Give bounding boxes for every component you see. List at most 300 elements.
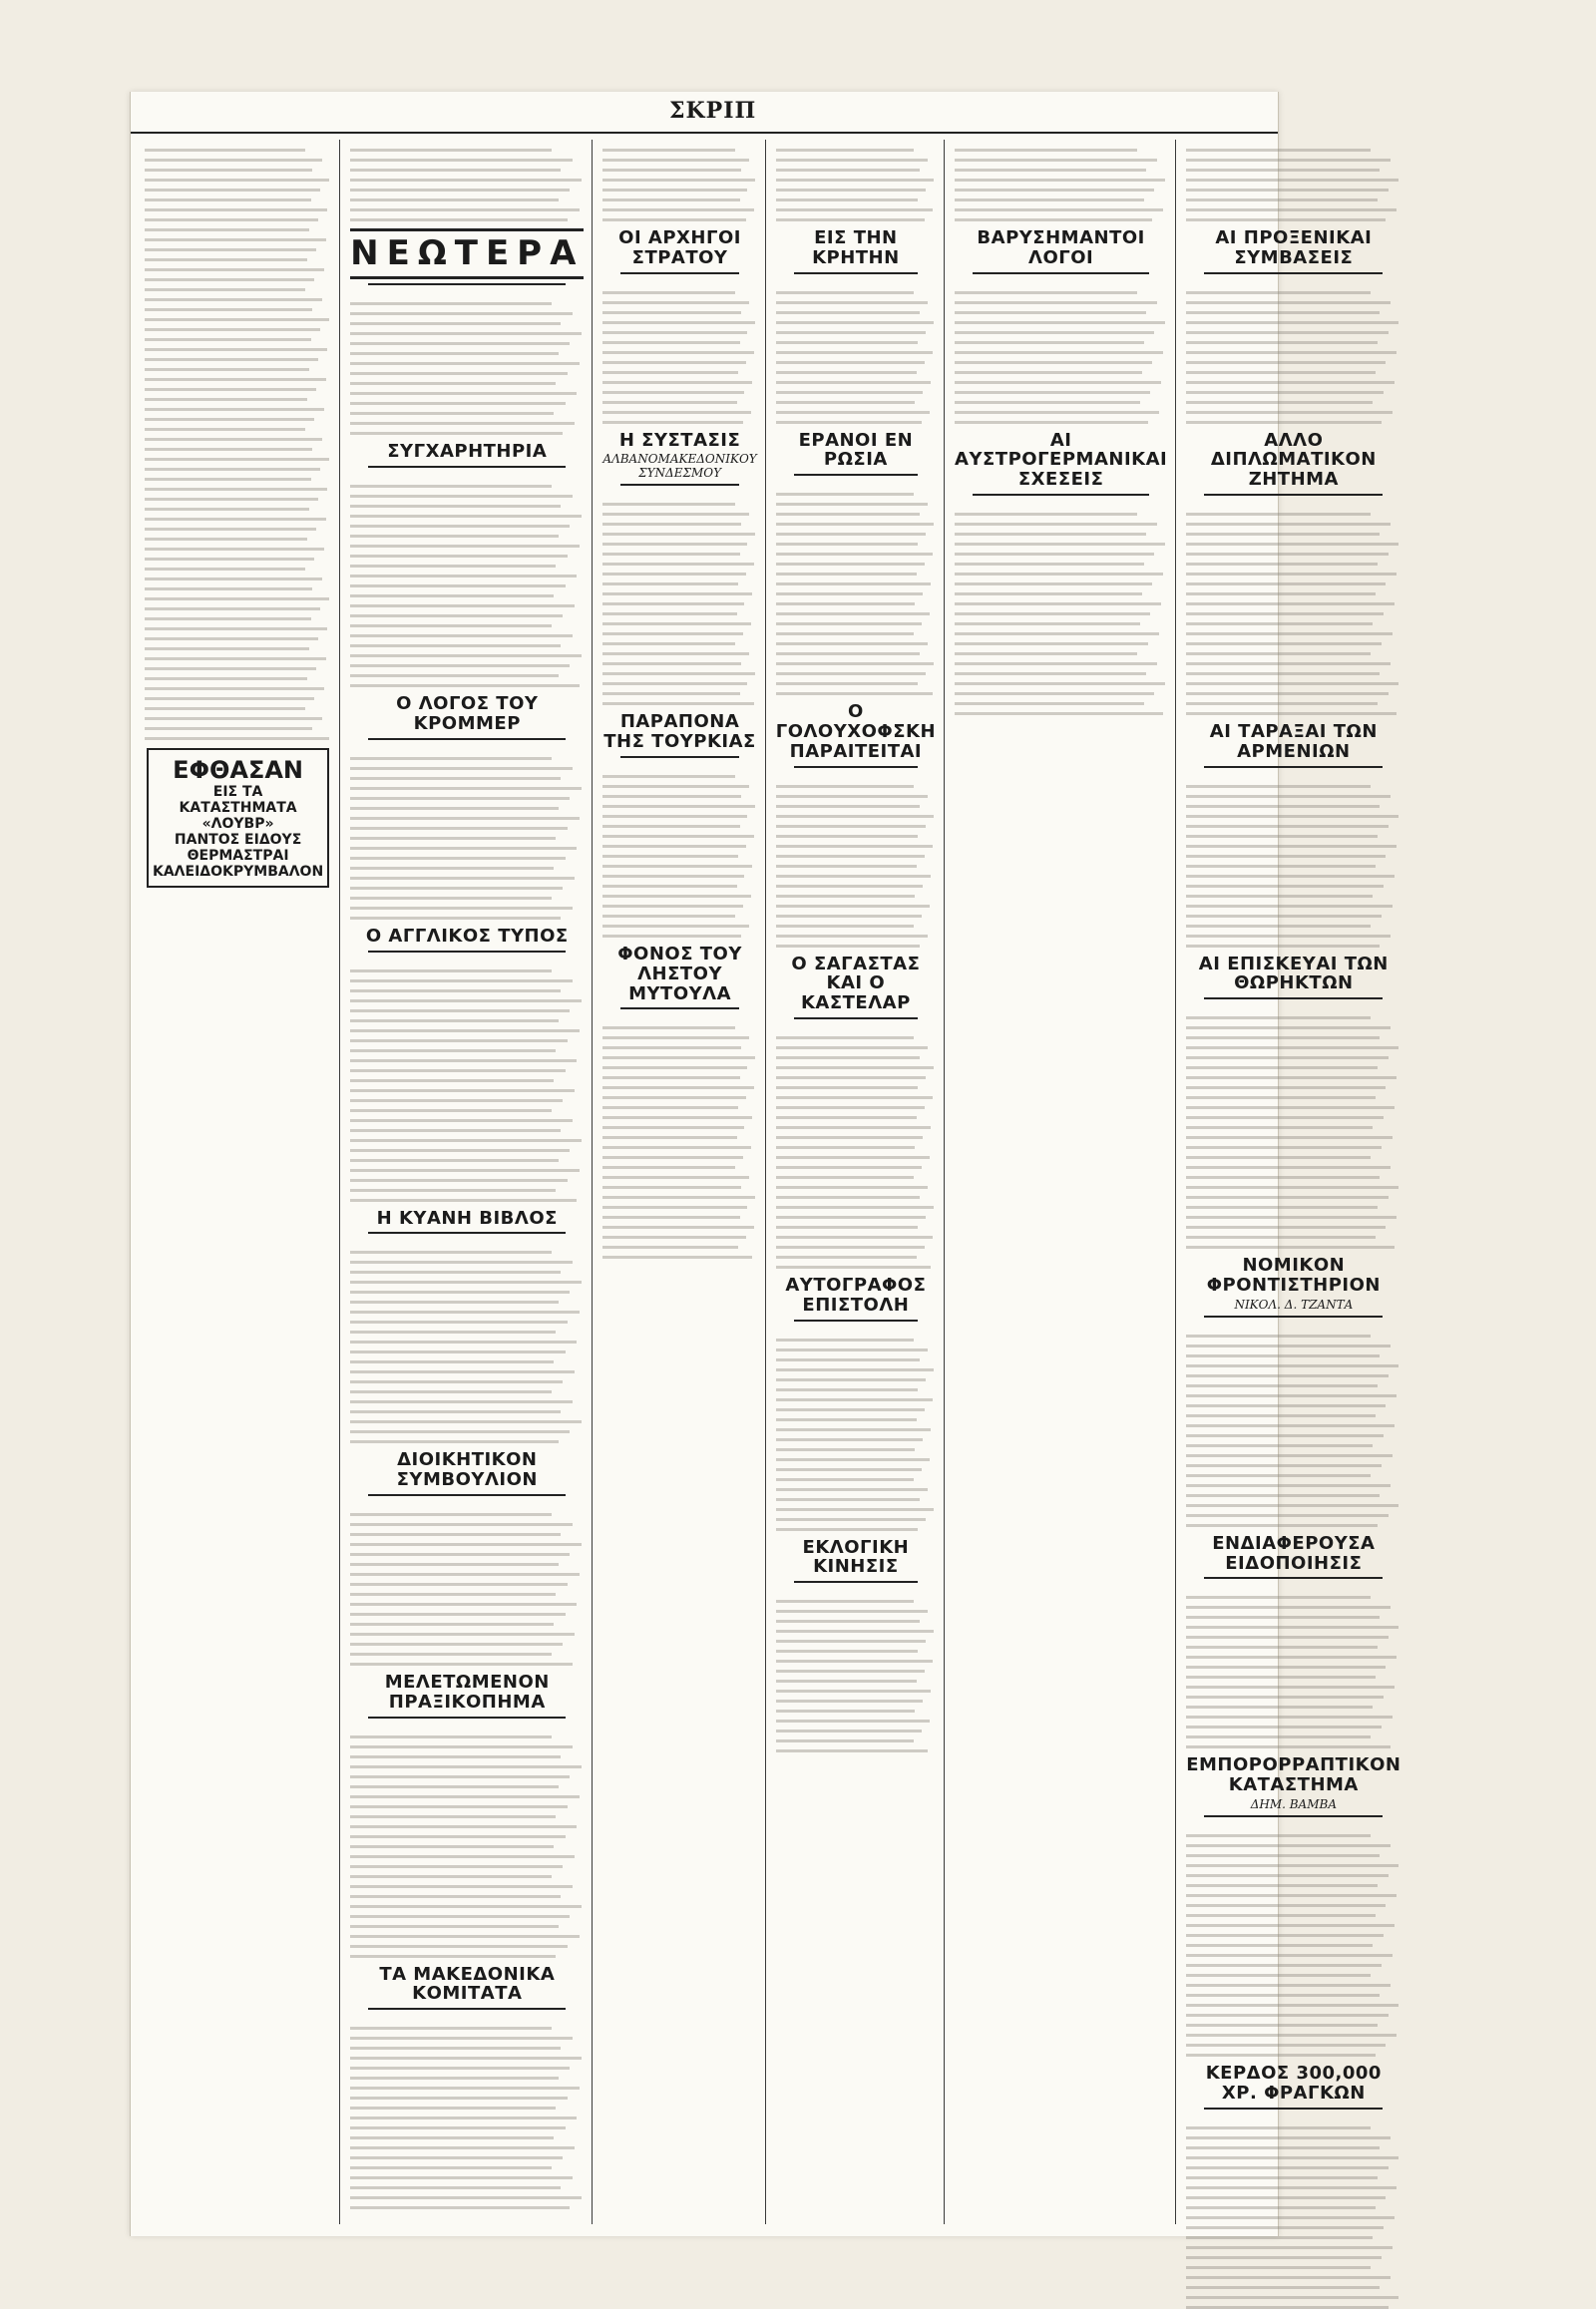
text-line <box>145 667 316 670</box>
text-line <box>1186 533 1380 536</box>
text-line <box>1186 1335 1371 1338</box>
text-line <box>350 1271 561 1274</box>
text-line <box>350 654 582 657</box>
text-line <box>1186 1954 1393 1957</box>
text-line <box>1186 1156 1371 1159</box>
text-line <box>350 857 565 860</box>
text-line <box>350 382 556 385</box>
text-line <box>602 1116 752 1119</box>
text-line <box>350 555 568 558</box>
text-line <box>350 149 551 152</box>
text-line <box>776 179 935 182</box>
text-placeholder-lines <box>955 504 1167 715</box>
heading-rule <box>1204 997 1383 999</box>
text-line <box>350 1745 573 1748</box>
text-line <box>602 622 750 625</box>
text-line <box>1186 2246 1393 2249</box>
text-placeholder-lines <box>1186 504 1400 715</box>
text-line <box>776 321 935 324</box>
text-line <box>776 208 933 211</box>
text-line <box>1186 1404 1386 1407</box>
text-line <box>350 322 561 325</box>
text-placeholder-lines <box>602 282 756 424</box>
text-line <box>776 692 933 695</box>
text-line <box>776 1660 933 1663</box>
text-line <box>350 535 558 538</box>
text-line <box>1186 855 1386 858</box>
text-line <box>776 1358 920 1361</box>
text-line <box>1186 1046 1398 1049</box>
text-line <box>350 2146 575 2149</box>
heading-rule <box>973 272 1149 274</box>
text-line <box>1186 1176 1380 1179</box>
text-line <box>602 1096 746 1099</box>
text-line <box>145 258 307 261</box>
text-line <box>776 1186 928 1189</box>
heading-rule <box>620 272 738 274</box>
text-placeholder-lines <box>776 1591 936 1752</box>
article-heading: Ο ΛΟΓΟΣ ΤΟΥ ΚΡΟΜΜΕΡ <box>396 693 539 734</box>
text-line <box>350 1835 565 1838</box>
text-line <box>350 198 558 201</box>
text-line <box>350 525 570 528</box>
text-line <box>1186 2266 1371 2269</box>
text-line <box>776 331 927 334</box>
text-line <box>1186 825 1388 828</box>
text-line <box>955 702 1144 705</box>
text-placeholder-lines <box>776 1330 936 1531</box>
text-line <box>955 159 1157 162</box>
article-heading-block <box>602 228 756 274</box>
text-line <box>350 2186 561 2189</box>
text-line <box>350 1765 582 1768</box>
article-heading-block <box>1186 431 1400 496</box>
article-heading-block <box>350 694 584 740</box>
text-line <box>602 513 749 516</box>
text-placeholder-lines <box>1186 140 1400 221</box>
text-line <box>776 1749 928 1752</box>
text-line <box>602 785 749 788</box>
text-line <box>145 687 324 690</box>
text-line <box>350 1663 573 1666</box>
text-line <box>1186 1414 1375 1417</box>
text-line <box>776 189 927 192</box>
text-line <box>1186 1056 1388 1059</box>
text-line <box>350 1623 554 1626</box>
text-line <box>1186 218 1386 221</box>
text-line <box>955 513 1137 516</box>
text-line <box>145 278 314 281</box>
text-line <box>145 737 329 740</box>
text-line <box>776 865 917 868</box>
text-line <box>350 2067 570 2070</box>
text-line <box>350 412 554 415</box>
text-line <box>145 198 311 201</box>
text-line <box>350 1350 565 1353</box>
text-line <box>1186 1196 1388 1199</box>
text-line <box>1186 1616 1380 1619</box>
text-line <box>955 543 1165 546</box>
text-line <box>602 169 741 172</box>
text-line <box>1186 1904 1386 1907</box>
text-line <box>350 2087 580 2090</box>
text-line <box>1186 1726 1382 1729</box>
text-line <box>955 361 1152 364</box>
text-line <box>350 777 561 780</box>
text-line <box>1186 2196 1386 2199</box>
text-line <box>1186 895 1373 898</box>
text-line <box>1186 1686 1395 1689</box>
text-line <box>350 1825 577 1828</box>
text-line <box>602 341 739 344</box>
text-line <box>1186 1216 1396 1219</box>
text-line <box>602 1246 738 1249</box>
text-line <box>602 775 735 778</box>
text-line <box>145 218 318 221</box>
text-line <box>350 1410 561 1413</box>
text-line <box>145 558 314 561</box>
text-line <box>1186 2034 1396 2037</box>
text-line <box>145 288 305 291</box>
text-line <box>350 604 575 607</box>
text-line <box>350 1845 554 1848</box>
text-placeholder-lines <box>955 140 1167 221</box>
article-subheading: ΝΙΚΟΛ. Δ. ΤΖΑΝΤΑ <box>1234 1297 1354 1312</box>
article-heading-block <box>955 228 1167 274</box>
text-line <box>1186 1706 1373 1709</box>
text-line <box>145 368 309 371</box>
article-heading: ΑΙ ΠΡΟΞΕΝΙΚΑΙ ΣΥΜΒΑΣΕΙΣ <box>1215 227 1373 268</box>
text-line <box>350 1945 568 1948</box>
text-line <box>955 149 1137 152</box>
text-line <box>145 318 329 321</box>
text-line <box>776 198 919 201</box>
text-line <box>1186 2176 1378 2179</box>
article-subheading: ΔΗΜ. ΒΑΜΒΑ <box>1250 1796 1337 1811</box>
text-line <box>776 855 925 858</box>
text-line <box>602 523 741 526</box>
text-line <box>1186 291 1371 294</box>
text-line <box>1186 1514 1388 1517</box>
text-line <box>776 622 922 625</box>
text-line <box>776 1206 935 1209</box>
article-heading-block <box>350 1673 584 1719</box>
text-line <box>1186 1186 1398 1189</box>
text-line <box>350 1109 551 1112</box>
text-line <box>1186 945 1380 948</box>
text-line <box>350 1179 568 1182</box>
heading-rule <box>794 272 918 274</box>
text-line <box>776 925 914 928</box>
article-heading: Ο ΓΟΛΟΥΧΟΦΣΚΗ ΠΑΡΑΙΤΕΙΤΑΙ <box>775 701 937 762</box>
text-line <box>776 381 932 384</box>
text-line <box>350 1009 570 1012</box>
text-line <box>776 1508 935 1511</box>
text-line <box>350 302 551 305</box>
text-line <box>350 1019 558 1022</box>
text-line <box>776 1266 932 1269</box>
text-line <box>145 617 311 620</box>
text-line <box>602 1176 749 1179</box>
text-line <box>350 837 556 840</box>
text-line <box>602 825 739 828</box>
text-line <box>1186 1166 1390 1169</box>
text-line <box>776 602 915 605</box>
text-line <box>350 847 577 850</box>
article-heading-block <box>350 1209 584 1235</box>
text-line <box>1186 1914 1375 1917</box>
text-placeholder-lines <box>776 282 936 424</box>
text-line <box>776 1468 922 1471</box>
advertisement-line: ΚΑΛΕΙΔΟΚΡΥΜΒΑΛΟΝ <box>153 864 324 880</box>
text-line <box>1186 1026 1390 1029</box>
text-line <box>1186 2236 1373 2239</box>
text-line <box>1186 1206 1378 1209</box>
text-placeholder-lines <box>776 484 936 695</box>
text-line <box>602 632 742 635</box>
text-line <box>350 1281 582 1284</box>
text-line <box>602 642 735 645</box>
text-line <box>1186 1626 1398 1629</box>
column-6 <box>1186 140 1400 2224</box>
text-line <box>602 331 747 334</box>
text-line <box>776 1226 919 1229</box>
text-line <box>776 885 924 888</box>
text-line <box>1186 875 1395 878</box>
text-line <box>350 2176 573 2179</box>
text-line <box>602 361 746 364</box>
text-line <box>955 622 1139 625</box>
text-line <box>1186 189 1388 192</box>
text-line <box>1186 2306 1388 2309</box>
text-line <box>350 159 573 162</box>
text-line <box>602 1056 755 1059</box>
text-line <box>1186 1394 1396 1397</box>
text-line <box>145 647 309 650</box>
text-line <box>776 1680 917 1683</box>
text-placeholder-lines <box>955 282 1167 424</box>
text-line <box>776 845 933 848</box>
text-line <box>350 169 561 172</box>
text-line <box>1186 1116 1384 1119</box>
text-line <box>350 797 570 800</box>
text-line <box>1186 2146 1380 2149</box>
text-line <box>776 1458 930 1461</box>
text-line <box>776 503 928 506</box>
text-line <box>1186 692 1388 695</box>
text-line <box>350 989 561 992</box>
article-heading: ΣΥΓΧΑΡΗΤΗΡΙΑ <box>387 441 548 463</box>
text-line <box>1186 1834 1371 1837</box>
text-line <box>350 807 558 810</box>
text-line <box>145 627 327 630</box>
text-placeholder-lines <box>350 140 584 221</box>
text-line <box>776 1216 927 1219</box>
text-line <box>955 421 1148 424</box>
text-line <box>1186 1374 1388 1377</box>
text-line <box>145 189 320 192</box>
text-line <box>602 1256 752 1259</box>
column-3 <box>602 140 765 2224</box>
text-line <box>776 1690 932 1693</box>
text-line <box>1186 1484 1390 1487</box>
text-line <box>145 149 305 152</box>
text-line <box>776 612 930 615</box>
text-line <box>1186 1854 1380 1857</box>
text-line <box>776 361 925 364</box>
text-line <box>602 845 746 848</box>
text-line <box>350 1261 573 1264</box>
text-line <box>955 411 1159 414</box>
text-line <box>1186 2024 1378 2027</box>
text-line <box>1186 642 1382 645</box>
text-line <box>602 1086 753 1089</box>
text-line <box>145 548 324 551</box>
text-line <box>350 1603 577 1606</box>
text-line <box>776 945 920 948</box>
masthead-band <box>131 92 1278 134</box>
text-line <box>1186 1236 1375 1239</box>
text-line <box>145 498 318 501</box>
text-line <box>602 189 747 192</box>
text-line <box>955 311 1146 314</box>
text-line <box>776 915 922 918</box>
heading-rule <box>1204 1815 1383 1817</box>
text-line <box>602 662 741 665</box>
text-placeholder-lines <box>1186 776 1400 948</box>
text-line <box>1186 331 1388 334</box>
text-line <box>350 757 551 760</box>
text-line <box>776 1610 928 1613</box>
text-line <box>145 508 309 511</box>
article-heading: ΑΥΤΟΓΡΑΦΟΣ ΕΠΙΣΤΟΛΗ <box>785 1274 927 1316</box>
text-line <box>776 935 928 938</box>
text-line <box>1186 1666 1386 1669</box>
text-placeholder-lines <box>602 1017 756 1259</box>
text-line <box>1186 805 1380 808</box>
text-line <box>1186 2136 1390 2139</box>
article-heading-block <box>350 1965 584 2011</box>
text-line <box>955 632 1159 635</box>
text-line <box>776 1438 924 1441</box>
text-line <box>776 582 932 585</box>
text-line <box>350 189 570 192</box>
text-line <box>602 1156 742 1159</box>
text-line <box>350 999 582 1002</box>
text-line <box>350 867 554 870</box>
text-line <box>350 1633 575 1636</box>
heading-rule <box>368 466 566 468</box>
text-line <box>602 855 738 858</box>
text-line <box>145 338 311 341</box>
text-line <box>955 391 1150 394</box>
text-line <box>350 2077 558 2080</box>
text-placeholder-lines <box>350 1504 584 1666</box>
text-line <box>1186 1364 1398 1367</box>
heading-rule <box>368 1717 566 1719</box>
article-heading-block <box>776 702 936 767</box>
text-line <box>350 1523 573 1526</box>
text-line <box>350 2107 556 2110</box>
text-line <box>776 1700 924 1703</box>
text-line <box>776 1368 935 1371</box>
text-line <box>1186 1504 1398 1507</box>
text-line <box>1186 2216 1395 2219</box>
text-line <box>1186 2226 1384 2229</box>
text-line <box>776 785 914 788</box>
text-line <box>350 1149 570 1152</box>
text-placeholder-lines <box>1186 1587 1400 1748</box>
text-line <box>602 371 738 374</box>
text-line <box>1186 1424 1395 1427</box>
text-line <box>1186 301 1390 304</box>
text-line <box>602 592 752 595</box>
text-line <box>776 1478 914 1481</box>
article-heading: ΚΕΡΔΟΣ 300,000 ΧΡ. ΦΡΑΓΚΩΝ <box>1205 2062 1382 2104</box>
text-line <box>350 1159 558 1162</box>
article-heading-block <box>350 442 584 468</box>
text-line <box>350 1321 568 1324</box>
text-line <box>602 835 753 838</box>
text-line <box>1186 2004 1398 2007</box>
text-line <box>776 1126 932 1129</box>
text-line <box>602 652 749 655</box>
article-heading: Ο ΑΓΓΛΙΚΟΣ ΤΥΠΟΣ <box>365 925 569 947</box>
text-line <box>350 1420 582 1423</box>
text-line <box>1186 149 1371 152</box>
text-line <box>350 2027 551 2030</box>
heading-rule <box>1204 1316 1383 1318</box>
text-line <box>1186 1745 1390 1748</box>
text-line <box>1186 543 1398 546</box>
article-heading: ΑΙ ΕΠΙΣΚΕΥΑΙ ΤΩΝ ΘΩΡΗΚΤΩΝ <box>1198 953 1389 994</box>
text-line <box>350 1915 570 1918</box>
text-line <box>350 2057 582 2060</box>
text-line <box>1186 1606 1390 1609</box>
text-line <box>350 1885 573 1888</box>
article-heading: ΠΑΡΑΠΟΝΑ ΤΗΣ ΤΟΥΡΚΙΑΣ <box>603 711 756 753</box>
text-line <box>776 1600 914 1603</box>
text-line <box>145 587 312 590</box>
text-line <box>776 1640 927 1643</box>
text-line <box>602 1146 750 1149</box>
text-line <box>350 545 580 548</box>
text-line <box>776 1378 927 1381</box>
text-line <box>1186 159 1390 162</box>
text-line <box>350 1935 580 1938</box>
text-line <box>1186 381 1395 384</box>
text-line <box>1186 2296 1398 2299</box>
text-line <box>776 895 915 898</box>
text-line <box>955 612 1150 615</box>
text-line <box>145 228 309 231</box>
text-line <box>776 1650 919 1653</box>
text-line <box>1186 1016 1371 1019</box>
text-line <box>776 825 927 828</box>
text-line <box>1186 2156 1398 2159</box>
text-line <box>350 505 561 508</box>
text-line <box>602 805 755 808</box>
text-line <box>776 642 928 645</box>
article-heading-block <box>602 945 756 1009</box>
text-line <box>955 712 1163 715</box>
text-line <box>602 1076 739 1079</box>
text-line <box>955 179 1165 182</box>
text-line <box>145 428 305 431</box>
text-line <box>350 1855 575 1858</box>
text-line <box>776 1036 914 1039</box>
text-line <box>350 897 551 900</box>
